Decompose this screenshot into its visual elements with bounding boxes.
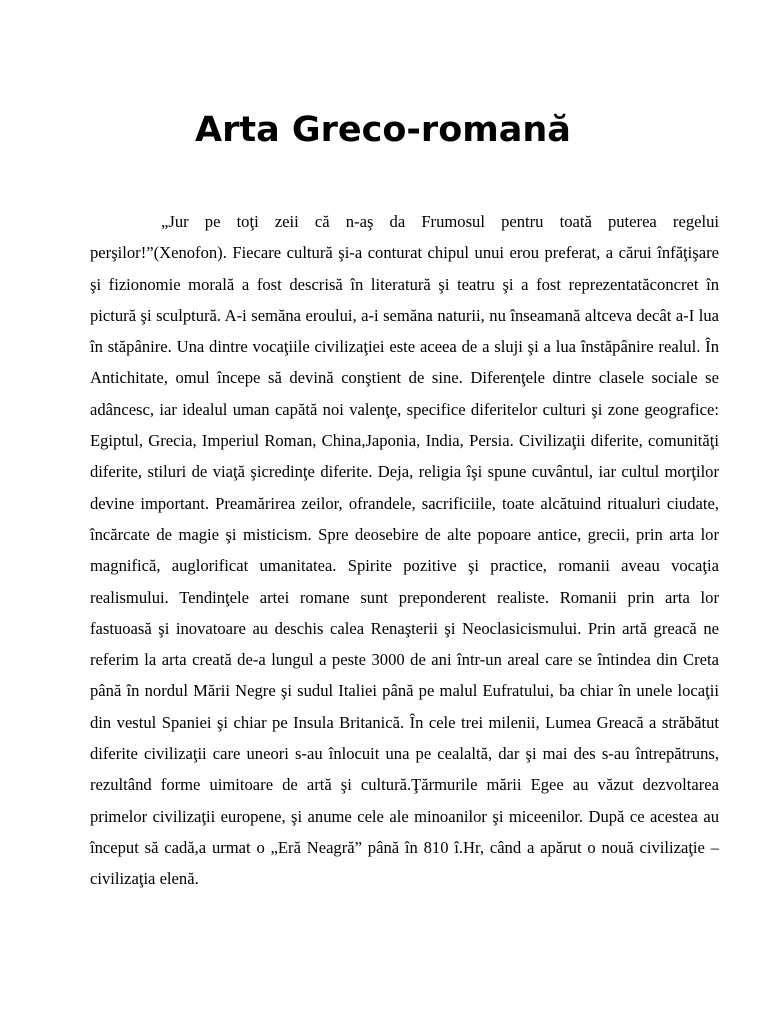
body-paragraph: „Jur pe toţi zeii că n-aş da Frumosul pentru toată puterea regelui perşilor!”(Xenofon). Fiecare cultură şi-a conturat chipul unui erou preferat, a cărui înfăţişare şi fizionomie morală a fost descrisă în literatură şi teatru şi a fost reprezentatăconcret în pictură şi sculptură. A-i semăna eroului, a-i semăna naturii, nu înseamană altceva decât a-I lua în stăpânire. Una dintre vocaţiile civilizaţiei este aceea de a sluji şi a lua înstăpânire realul. În Antichitate, omul începe să devină conştient de sine. Diferenţele dintre clasele sociale se adâncesc, iar idealul uman capătă noi valenţe, specifice diferitelor culturi şi zone geografice: Egiptul, Grecia, Imperiul Roman, China,Japonia, India, Persia. Civilizaţii diferite, comunităţi diferite, stiluri de viaţă şicredinţe diferite. Deja, religia îşi spune cuvântul, iar cultul morţilor devine important. Preamărirea zeilor, ofrandele, sacrificiile, toate alcătuind ritualuri ciudate, încărcate de magie şi misticism. Spre deosebire de alte popoare antice, grecii, prin arta lor magnifică, auglorificat umanitatea. Spirite pozitive şi practice, romanii aveau vocaţia realismului. Tendinţele artei romane sunt preponderent realiste. Romanii prin arta lor fastuoasă şi inovatoare au deschis calea Renaşterii şi Neoclasicismului. Prin artă greacă ne referim la arta creată de-a lungul a peste 3000 de ani într-un areal care se întindea din Creta până în nordul Mării Negre şi sudul Italiei până pe malul Eufratului, ba chiar în unele locaţii din vestul Spaniei şi chiar pe Insula Britanică. În cele trei milenii, Lumea Greacă a străbătut diferite civilizaţii care uneori s-au înlocuit una pe cealaltă, dar şi mai des s-au întrepătruns, rezultând forme uimitoare de artă şi cultură.Ţărmurile mării Egee au văzut dezvoltarea primelor civilizaţii europene, şi anume cele ale minoanilor şi miceenilor. După ce acestea au început să cadă,a urmat o „Eră Neagră” până în 810 î.Hr, când a apărut o nouă civilizaţie –civilizaţia elenă. (90, 212, 719, 889)
document-title: Arta Greco-romană (195, 110, 571, 150)
